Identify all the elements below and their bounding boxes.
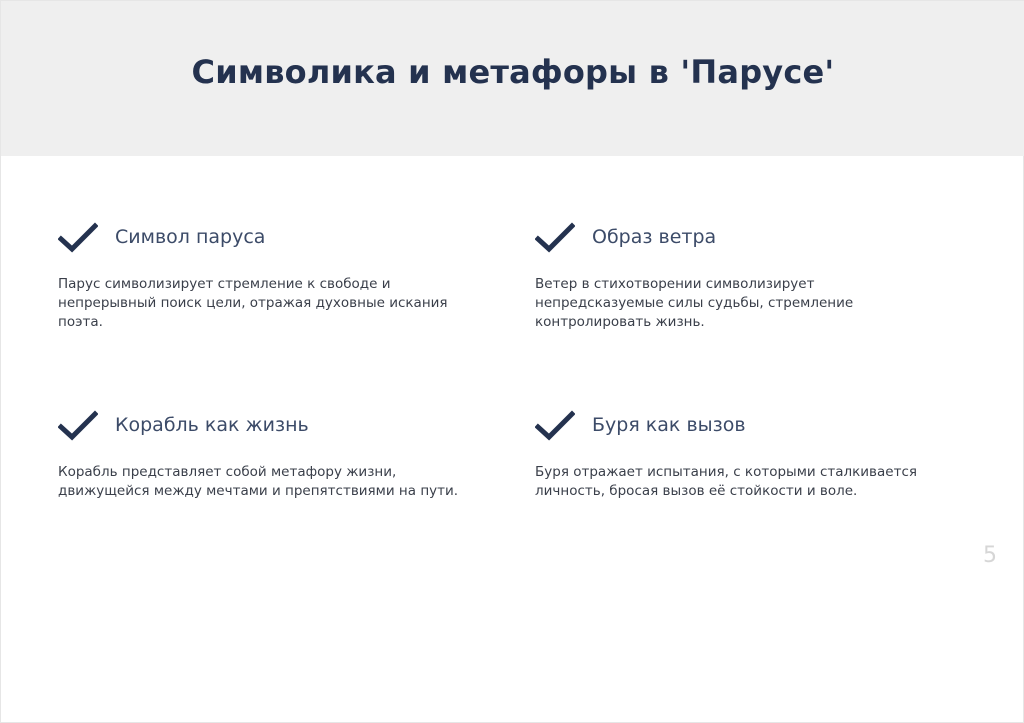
card-head — [535, 221, 955, 255]
card-heading: Корабль как жизнь — [115, 414, 309, 436]
check-icon — [58, 409, 98, 443]
slide-title: Символика и метафоры в 'Парусе' — [191, 53, 835, 91]
card-head — [58, 409, 478, 443]
card-body: Буря отражает испытания, с которыми сталкивается личность, бросая вызов её стойкости и воле. — [535, 464, 918, 499]
card-body: Корабль представляет собой метафору жизни, движущейся между мечтами и препятствиями на пути. — [58, 464, 459, 499]
card-head — [535, 409, 955, 443]
check-icon — [535, 409, 575, 443]
card-heading: Символ паруса — [115, 226, 266, 248]
card-body: Ветер в стихотворении символизирует непредсказуемые силы судьбы, стремление контролировать жизнь. — [535, 276, 854, 330]
check-icon — [535, 221, 575, 255]
page-number: 5 — [983, 543, 997, 568]
card-body: Парус символизирует стремление к свободе и непрерывный поиск цели, отражая духовные искания поэта. — [58, 276, 448, 330]
card-heading: Образ ветра — [592, 226, 717, 248]
slide-header — [1, 1, 1024, 156]
card-heading: Буря как вызов — [592, 414, 746, 436]
card-head — [58, 221, 478, 255]
check-icon — [58, 221, 98, 255]
